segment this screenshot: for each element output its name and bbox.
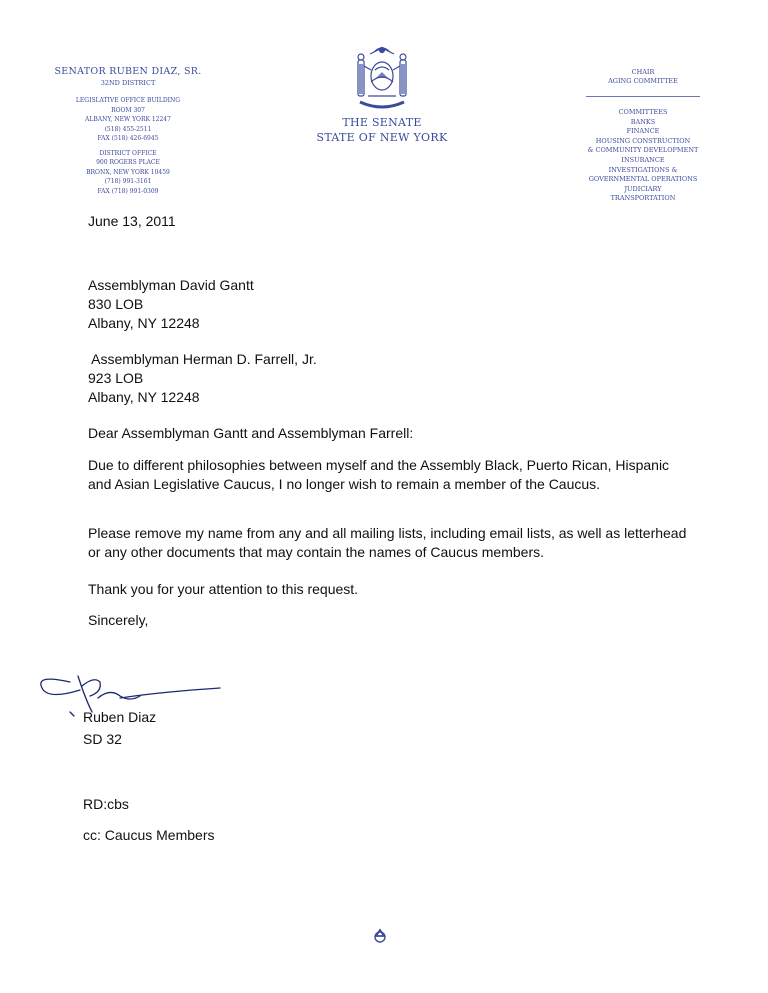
committee-item: HOUSING CONSTRUCTION & COMMUNITY DEVELOPMENT (587, 136, 699, 155)
recipient-line: 923 LOB (88, 370, 144, 386)
senate-district: 32ND DISTRICT (100, 79, 156, 87)
cc-line: cc: Caucus Members (83, 827, 215, 843)
thanks-line: Thank you for your attention to this request. (88, 581, 359, 597)
address-line: DISTRICT OFFICE (99, 149, 157, 157)
letterhead-senate-block (312, 42, 452, 144)
address-line: (518) 455-2511 (104, 125, 152, 133)
recipient-line: Albany, NY 12248 (88, 315, 200, 331)
body-paragraph-2: Please remove my name from any and all mailing lists, including email lists, as well as letterhead or any other documents that may contain the names of Caucus members. (88, 525, 687, 560)
recipient-line: Assemblyman David Gantt (88, 277, 254, 293)
new-york-state-seal-icon (342, 42, 422, 112)
committee-item: INSURANCE (621, 155, 665, 164)
address-line: LEGISLATIVE OFFICE BUILDING (75, 97, 181, 104)
senator-name: SENATOR RUBEN DIAZ, SR. (54, 66, 202, 77)
legislative-office-address (28, 96, 228, 144)
address-line: ROOM 307 (111, 106, 145, 114)
recipient-line: 830 LOB (88, 296, 144, 312)
salutation: Dear Assemblyman Gantt and Assemblyman Farrell: (88, 425, 414, 441)
district-office-address (28, 149, 228, 197)
committee-item: FINANCE (626, 127, 660, 136)
committee-item: TRANSPORTATION (610, 194, 676, 203)
reference-initials: RD:cbs (83, 796, 129, 812)
chair-committee: AGING COMMITTEE (608, 77, 678, 85)
address-line: ALBANY, NEW YORK 12247 (85, 116, 171, 123)
signer-name: Ruben Diaz (83, 709, 157, 725)
recipient-line: Assemblyman Herman D. Farrell, Jr. (88, 351, 317, 367)
address-line: (718) 991-3161 (104, 178, 152, 185)
committee-item: COMMITTEES (618, 108, 668, 116)
address-line: 900 ROGERS PLACE (96, 159, 160, 166)
recycle-icon (372, 928, 388, 944)
recipient-line: Albany, NY 12248 (88, 389, 200, 405)
divider (586, 96, 700, 97)
committee-list (578, 108, 708, 204)
letterhead-senator-block (28, 66, 228, 196)
address-line: FAX (518) 426-6945 (97, 135, 159, 142)
committee-item: JUDICIARY (624, 184, 662, 193)
letter-date: June 13, 2011 (88, 213, 176, 229)
recipient-address-2 (88, 350, 317, 407)
letterhead-committees-block (578, 68, 708, 204)
closing: Sincerely, (88, 612, 149, 628)
address-line: BRONX, NEW YORK 10459 (86, 168, 170, 176)
address-line: FAX (718) 991-0309 (97, 187, 159, 195)
chair-label: CHAIR (631, 68, 655, 76)
committee-item: INVESTIGATIONS & GOVERNMENTAL OPERATIONS (588, 165, 698, 184)
committee-item: BANKS (630, 117, 656, 126)
senate-title: THE SENATE (342, 116, 422, 129)
recipient-address-1 (88, 276, 254, 333)
body-paragraph-1: Due to different philosophies between myself and the Assembly Black, Puerto Rican, Hispanic and Asian Legislative Caucus, I no longer wish to remain a member of the Caucus. (88, 457, 670, 492)
signer-title: SD 32 (83, 731, 122, 747)
state-title: STATE OF NEW YORK (316, 131, 448, 144)
